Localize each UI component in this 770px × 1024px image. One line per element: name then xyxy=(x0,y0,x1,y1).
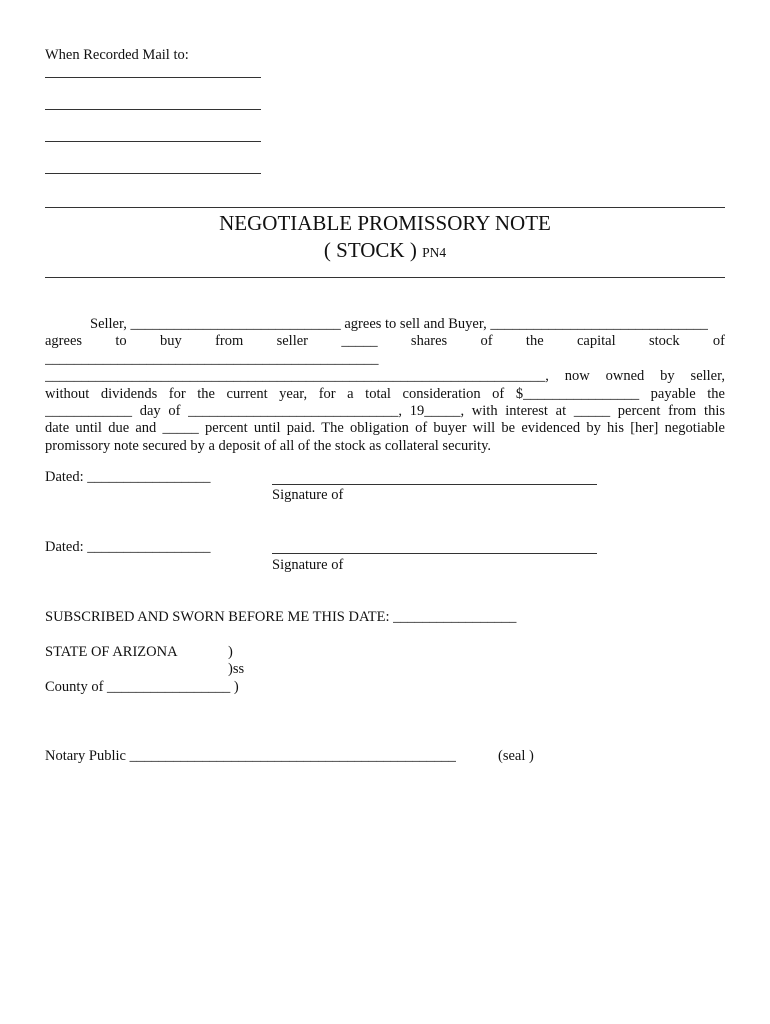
mail-to-label: When Recorded Mail to: xyxy=(45,47,189,63)
signature-line-2[interactable] xyxy=(272,553,597,554)
signature-label-2: Signature of xyxy=(272,557,344,573)
paragraph-line-5[interactable]: without dividends for the current year, for a total consideration of $________________ payable the xyxy=(45,385,725,402)
agreement-paragraph xyxy=(45,316,725,455)
signature-label-1: Signature of xyxy=(272,487,344,503)
mail-to-line-2[interactable] xyxy=(45,109,261,110)
mail-to-line-3[interactable] xyxy=(45,141,261,142)
sworn-statement[interactable]: SUBSCRIBED AND SWORN BEFORE ME THIS DATE: _________________ xyxy=(45,609,517,625)
subtitle-stock: ( STOCK ) xyxy=(323,238,417,262)
document-subtitle xyxy=(45,238,725,263)
paragraph-line-8: promissory note secured by a deposit of all of the stock as collateral security. xyxy=(45,437,492,454)
ss-label: )ss xyxy=(228,661,245,677)
paragraph-line-6[interactable]: ____________ day of _____________________________, 19_____, with interest at _____ percent from this xyxy=(45,402,725,419)
title-rule-bottom xyxy=(45,277,725,278)
paragraph-line-7: date until due and _____ percent until paid. The obligation of buyer will be evidenced by his [her] negotiable xyxy=(45,420,725,437)
paragraph-line-4[interactable]: _____________________________________________________________________, now owned by seller, xyxy=(45,368,725,385)
paragraph-line-3[interactable]: ______________________________________________ xyxy=(45,350,379,367)
state-paren: ) xyxy=(228,644,233,660)
paragraph-line-1[interactable]: Seller, _____________________________ agrees to sell and Buyer, ______________________________ xyxy=(90,316,708,332)
title-rule-top xyxy=(45,207,725,208)
document-title: NEGOTIABLE PROMISSORY NOTE xyxy=(219,211,551,235)
dated-field-2[interactable]: Dated: _________________ xyxy=(45,539,211,555)
signature-line-1[interactable] xyxy=(272,484,597,485)
mail-to-line-4[interactable] xyxy=(45,173,261,174)
form-code: PN4 xyxy=(422,245,447,260)
paragraph-line-2[interactable]: agrees to buy from seller _____ shares of the capital stock of xyxy=(45,333,725,350)
state-label: STATE OF ARIZONA xyxy=(45,644,178,660)
notary-public-field[interactable]: Notary Public _____________________________________________ xyxy=(45,748,456,764)
dated-field-1[interactable]: Dated: _________________ xyxy=(45,469,211,485)
county-field[interactable]: County of _________________ ) xyxy=(45,679,239,695)
seal-label: (seal ) xyxy=(498,748,534,764)
mail-to-line-1[interactable] xyxy=(45,77,261,78)
